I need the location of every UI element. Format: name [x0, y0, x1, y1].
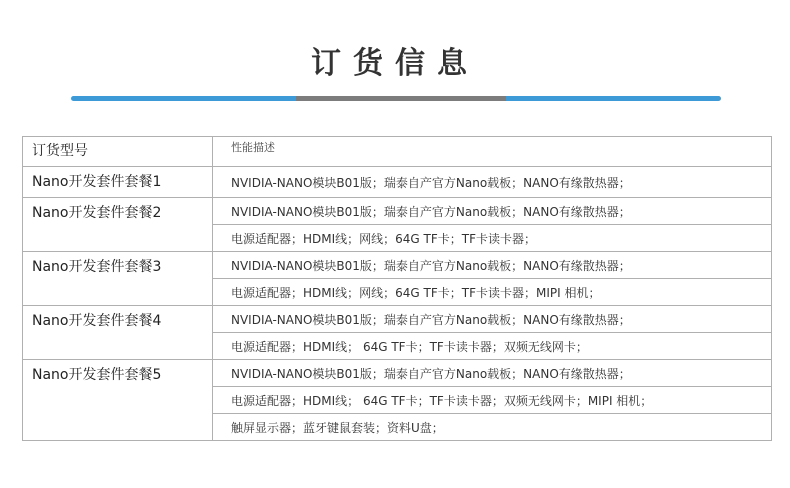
- table-row: [23, 252, 772, 279]
- package-line: 电源适配器；HDMI线；网线；64G TF卡；TF卡读卡器；MIPI 相机；: [213, 279, 772, 306]
- package-name: Nano开发套件套餐5: [23, 360, 213, 441]
- title-divider-bar: [71, 96, 721, 101]
- package-line: 电源适配器；HDMI线； 64G TF卡；TF卡读卡器；双频无线网卡；MIPI 相机；: [213, 387, 772, 414]
- package-line: NVIDIA-NANO模块B01版；瑞泰自产官方Nano载板；NANO有缘散热器；: [213, 252, 772, 279]
- divider-middle-segment: [296, 96, 506, 101]
- divider-right-segment: [506, 96, 721, 101]
- package-line: NVIDIA-NANO模块B01版；瑞泰自产官方Nano载板；NANO有缘散热器；: [213, 198, 772, 225]
- order-info-table: [22, 136, 772, 441]
- package-line: NVIDIA-NANO模块B01版；瑞泰自产官方Nano载板；NANO有缘散热器；: [213, 360, 772, 387]
- package-name: Nano开发套件套餐3: [23, 252, 213, 306]
- table-row: [23, 360, 772, 387]
- package-line: 电源适配器；HDMI线； 64G TF卡；TF卡读卡器；双频无线网卡；: [213, 333, 772, 360]
- table-row: [23, 198, 772, 225]
- package-name: Nano开发套件套餐4: [23, 306, 213, 360]
- table-header-row: [23, 137, 772, 167]
- table-row: [23, 167, 772, 198]
- header-model: 订货型号: [23, 137, 213, 167]
- package-line: 电源适配器；HDMI线；网线；64G TF卡；TF卡读卡器；: [213, 225, 772, 252]
- header-description: 性能描述: [213, 137, 772, 167]
- divider-left-segment: [71, 96, 296, 101]
- package-line: NVIDIA-NANO模块B01版；瑞泰自产官方Nano载板；NANO有缘散热器；: [213, 167, 772, 198]
- package-name: Nano开发套件套餐1: [23, 167, 213, 198]
- table-row: [23, 306, 772, 333]
- package-line: NVIDIA-NANO模块B01版；瑞泰自产官方Nano载板；NANO有缘散热器；: [213, 306, 772, 333]
- package-name: Nano开发套件套餐2: [23, 198, 213, 252]
- package-line: 触屏显示器；蓝牙键鼠套装；资料U盘；: [213, 414, 772, 441]
- page-title: 订货信息: [311, 46, 479, 81]
